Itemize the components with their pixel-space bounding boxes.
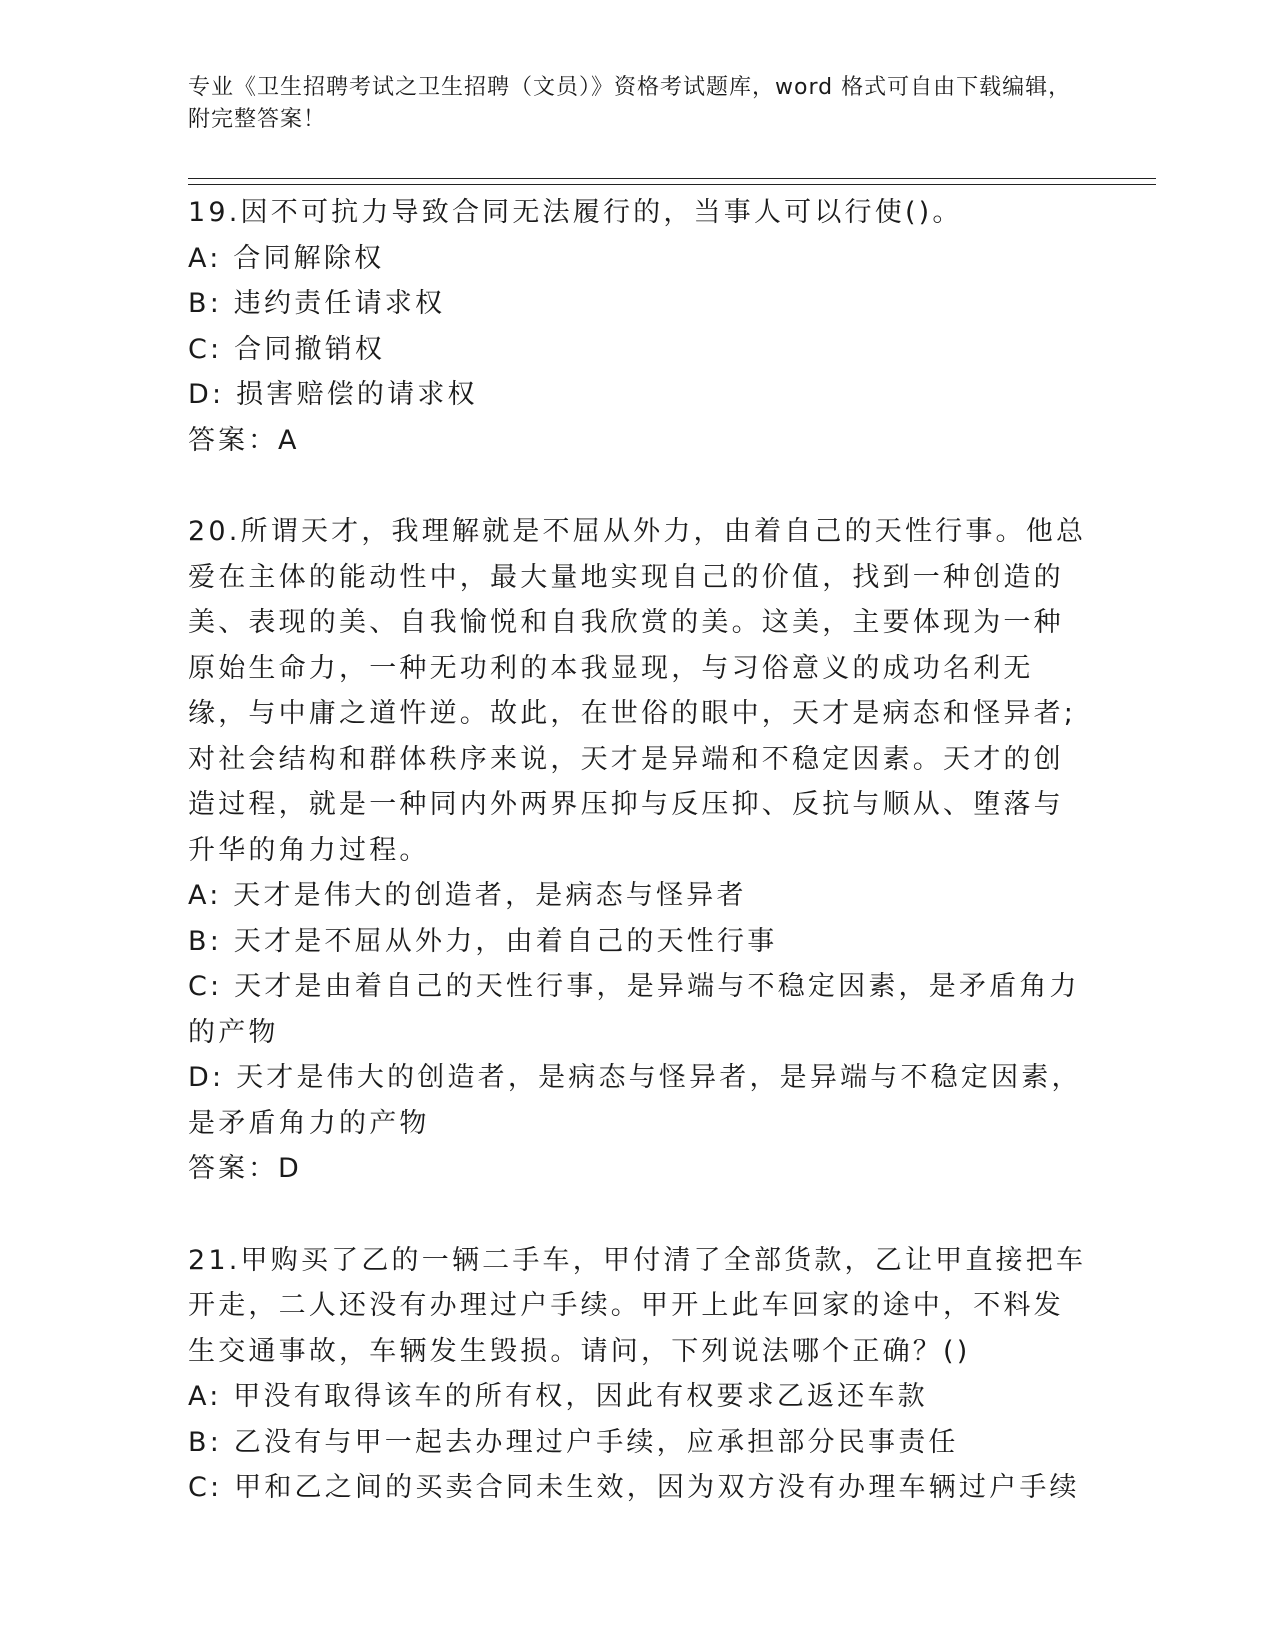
option-c: C: 甲和乙之间的买卖合同未生效，因为双方没有办理车辆过户手续	[188, 1472, 1080, 1503]
question-20	[188, 509, 1088, 1192]
option-a: A: 甲没有取得该车的所有权，因此有权要求乙返还车款	[188, 1381, 928, 1412]
question-stem: 20.所谓天才，我理解就是不屈从外力，由着自己的天性行事。他总爱在主体的能动性中，最大量地实现自己的价值，找到一种创造的美、表现的美、自我愉悦和自我欣赏的美。这美，主要体现为一种原始生命力，一种无功利的本我显现，与习俗意义的成功名利无缘，与中庸之道忤逆。故此，在世俗的眼中，天才是病态和怪异者;对社会结构和群体秩序来说，天才是异端和不稳定因素。天才的创造过程，就是一种同内外两界压抑与反压抑、反抗与顺从、堕落与升华的角力过程。	[188, 516, 1087, 866]
option-d: D: 损害赔偿的请求权	[188, 379, 478, 410]
header-divider-bottom	[188, 184, 1156, 185]
question-stem: 19.因不可抗力导致合同无法履行的，当事人可以行使()。	[188, 197, 963, 228]
question-gap	[188, 463, 1088, 509]
option-b: B: 乙没有与甲一起去办理过户手续，应承担部分民事责任	[188, 1426, 959, 1458]
document-header: 专业《卫生招聘考试之卫生招聘（文员）》资格考试题库，word 格式可自由下载编辑，附完整答案！	[188, 75, 1072, 132]
option-a: A: 天才是伟大的创造者，是病态与怪异者	[188, 880, 747, 911]
option-d: D: 天才是伟大的创造者，是病态与怪异者，是异端与不稳定因素，是矛盾角力的产物	[188, 1062, 1082, 1139]
question-list	[188, 190, 1088, 1511]
option-b: B: 天才是不屈从外力，由着自己的天性行事	[188, 925, 778, 957]
option-a: A: 合同解除权	[188, 242, 385, 274]
answer-line: 答案：A	[188, 424, 300, 456]
question-19	[188, 190, 1088, 463]
question-stem: 21.甲购买了乙的一辆二手车，甲付清了全部货款，乙让甲直接把车开走，二人还没有办理过户手续。甲开上此车回家的途中，不料发生交通事故，车辆发生毁损。请问，下列说法哪个正确？()	[188, 1244, 1087, 1367]
option-b: B: 违约责任请求权	[188, 288, 446, 319]
option-c: C: 合同撤销权	[188, 333, 386, 365]
question-gap	[188, 1192, 1088, 1238]
header-divider-top	[188, 178, 1156, 179]
question-21	[188, 1238, 1088, 1511]
option-c: C: 天才是由着自己的天性行事，是异端与不稳定因素，是矛盾角力的产物	[188, 971, 1080, 1048]
answer-line: 答案：D	[188, 1153, 302, 1184]
